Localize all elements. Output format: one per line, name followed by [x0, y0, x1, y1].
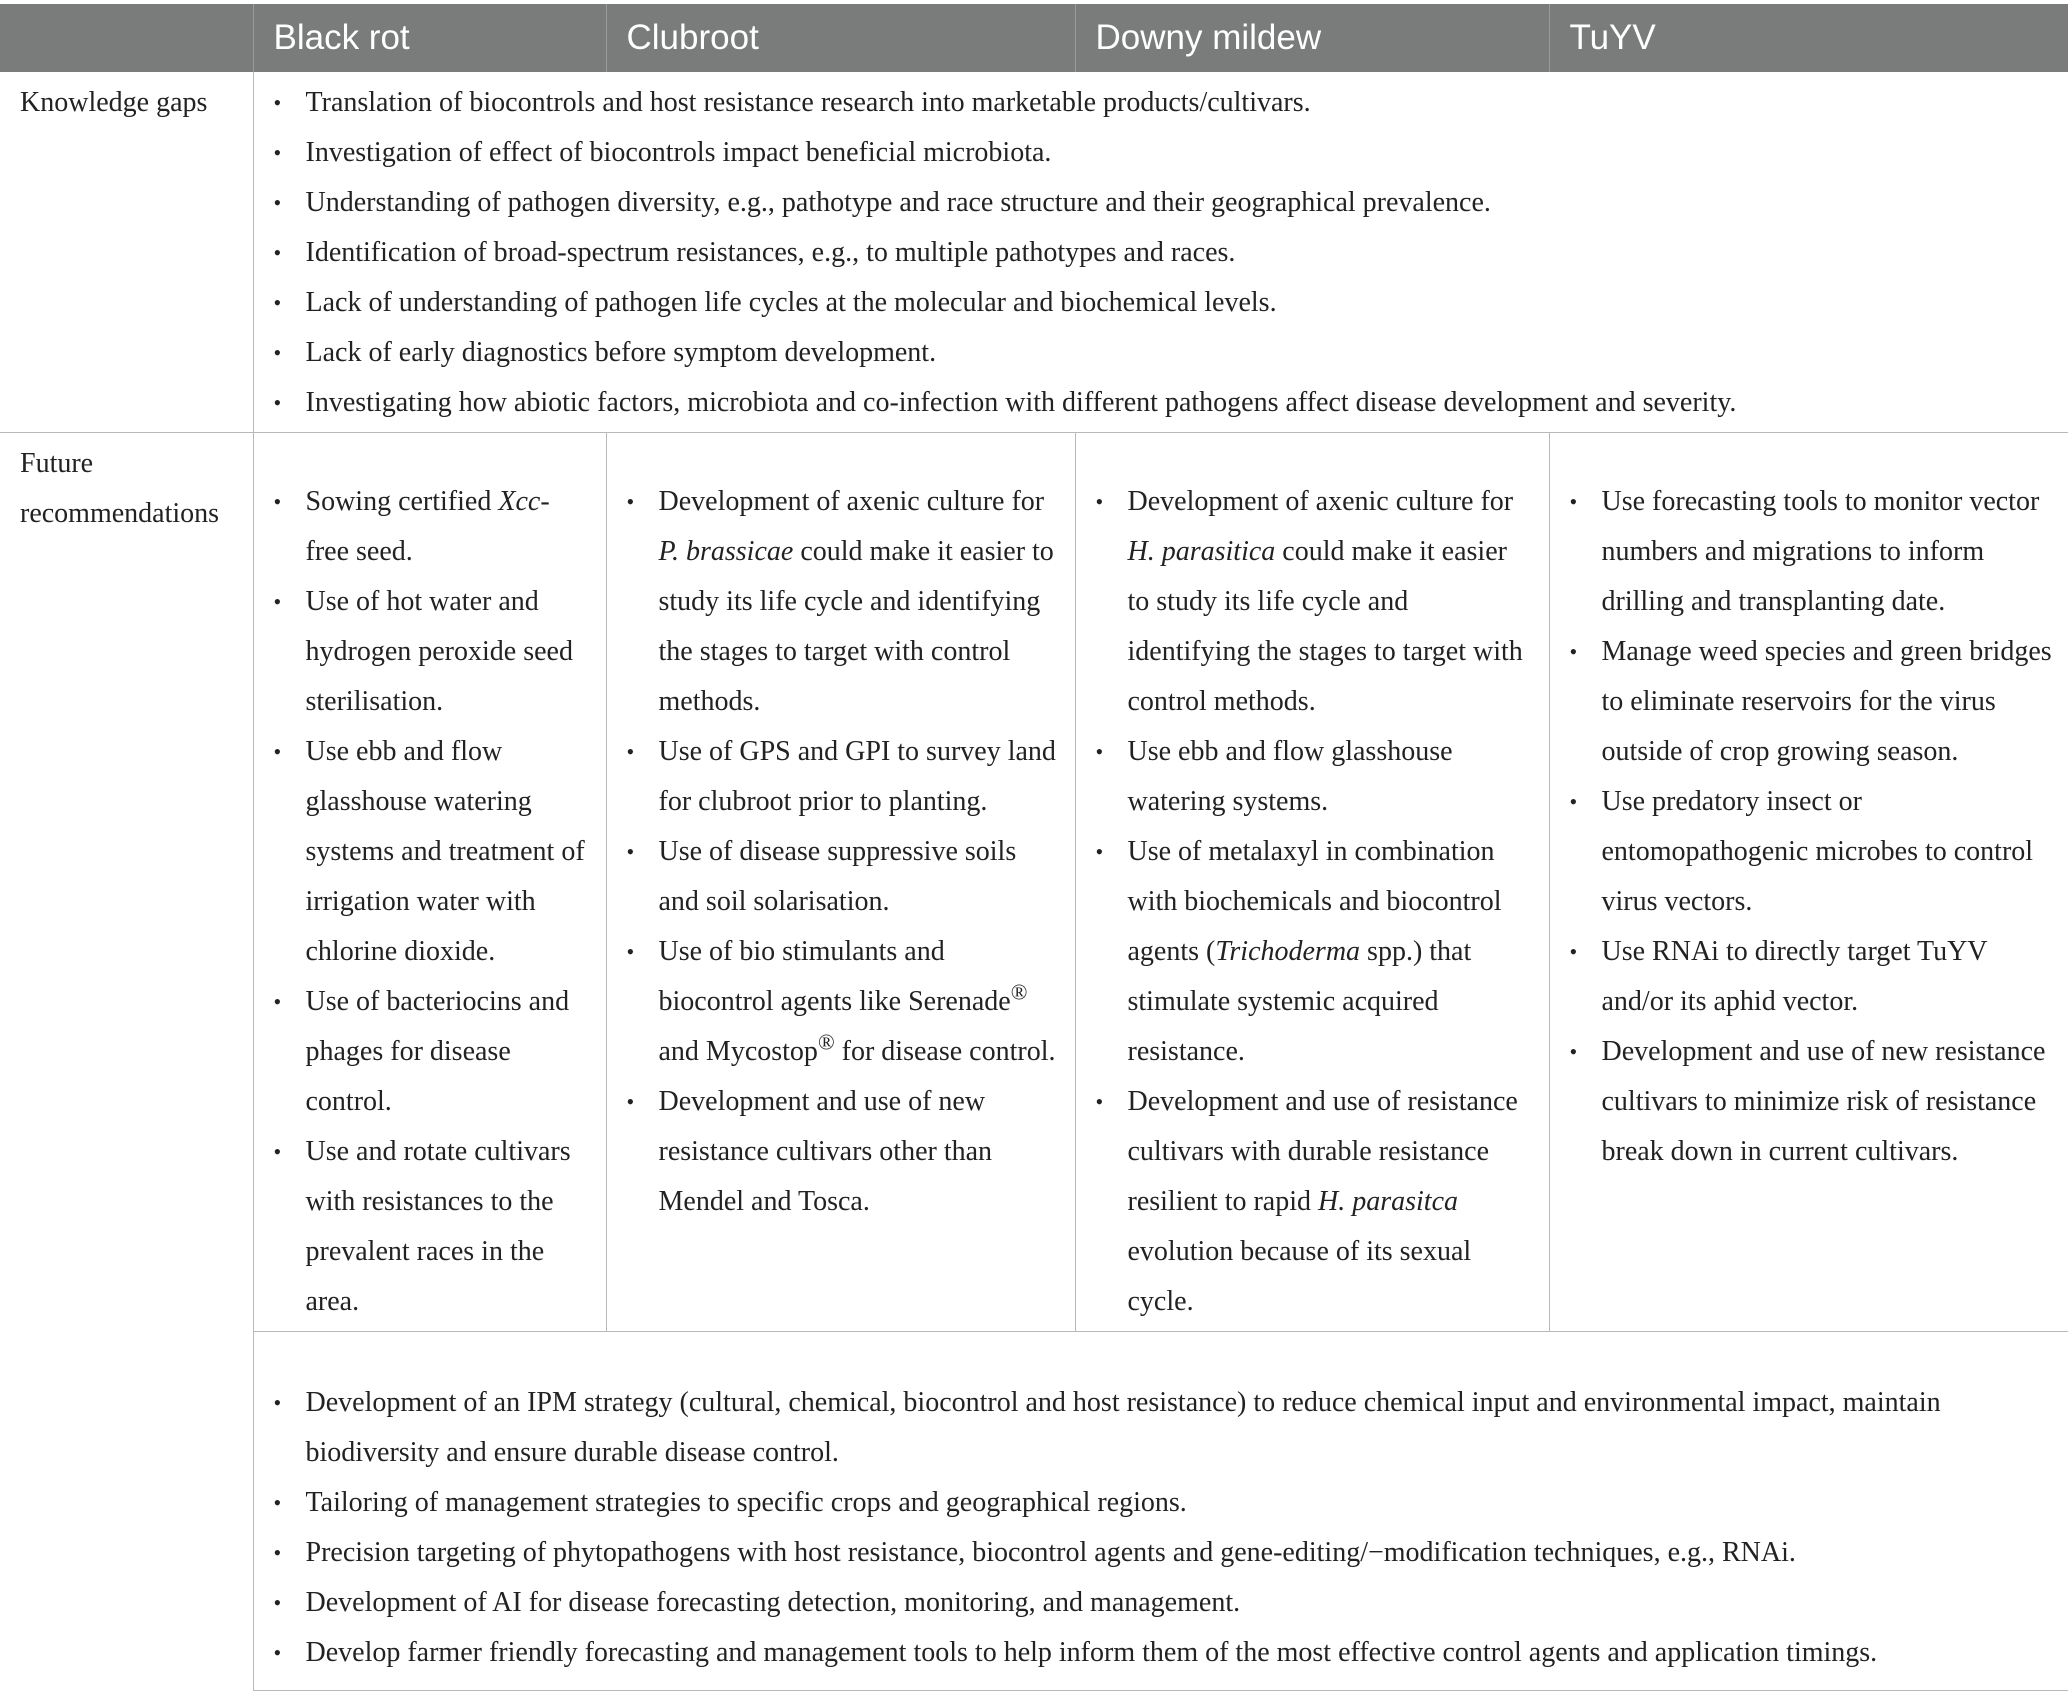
clubroot-cell [606, 433, 1075, 1332]
tuyv-list [1550, 433, 2068, 1181]
list-item: • Use of bio stimulants and biocontrol agents like Serenade® and Mycostop® for disease control. [607, 927, 1065, 1077]
list-item: • Development of axenic culture for P. brassicae could make it easier to study its life cycle and identifying the stages to target with control methods. [607, 477, 1065, 727]
header-black-rot: Black rot [253, 4, 606, 72]
common-recommendations-cell [253, 1332, 2068, 1691]
header-blank [0, 4, 253, 72]
header-tuyv: TuYV [1549, 4, 2068, 72]
list-item: • Investigating how abiotic factors, microbiota and co-infection with different pathogens affect disease development and severity. [254, 378, 2068, 428]
list-item: • Use of GPS and GPI to survey land for clubroot prior to planting. [607, 727, 1065, 827]
list-item: • Manage weed species and green bridges to eliminate reservoirs for the virus outside of crop growing season. [1550, 627, 2059, 777]
list-item: • Lack of early diagnostics before symptom development. [254, 328, 2068, 378]
common-recommendations-list [254, 1332, 2068, 1690]
future-recommendations-label: Future recommendations [0, 433, 253, 1691]
clubroot-list [607, 433, 1075, 1231]
downy-mildew-list [1076, 433, 1549, 1331]
downy-mildew-cell [1075, 433, 1549, 1332]
header-row [0, 4, 2068, 72]
list-item: • Use and rotate cultivars with resistances to the prevalent races in the area. [254, 1127, 596, 1327]
header-downy-mildew: Downy mildew [1075, 4, 1549, 72]
list-item: • Development of axenic culture for H. parasitica could make it easier to study its life cycle and identifying the stages to target with control methods. [1076, 477, 1539, 727]
list-item: • Use forecasting tools to monitor vector numbers and migrations to inform drilling and transplanting date. [1550, 477, 2059, 627]
list-item: • Use RNAi to directly target TuYV and/or its aphid vector. [1550, 927, 2059, 1027]
knowledge-gaps-row [0, 72, 2068, 433]
list-item: • Identification of broad-spectrum resistances, e.g., to multiple pathotypes and races. [254, 228, 2068, 278]
header-clubroot: Clubroot [606, 4, 1075, 72]
knowledge-gaps-label: Knowledge gaps [0, 72, 253, 433]
list-item: • Precision targeting of phytopathogens with host resistance, biocontrol agents and gene-editing/−modification techniques, e.g., RNAi. [254, 1528, 2049, 1578]
list-item: • Translation of biocontrols and host resistance research into marketable products/cultivars. [254, 78, 2068, 128]
list-item: • Investigation of effect of biocontrols impact beneficial microbiota. [254, 128, 2068, 178]
list-item: • Use of hot water and hydrogen peroxide seed sterilisation. [254, 577, 596, 727]
recommendations-table [0, 4, 2068, 1691]
list-item: • Development of an IPM strategy (cultural, chemical, biocontrol and host resistance) to reduce chemical input and environmental impact, maintain biodiversity and ensure durable disease control. [254, 1378, 2049, 1478]
black-rot-cell [253, 433, 606, 1332]
future-recommendations-row [0, 433, 2068, 1332]
list-item: • Development and use of resistance cultivars with durable resistance resilient to rapid H. parasitca evolution because of its sexual cycle. [1076, 1077, 1539, 1327]
list-item: • Use of bacteriocins and phages for disease control. [254, 977, 596, 1127]
list-item: • Development of AI for disease forecasting detection, monitoring, and management. [254, 1578, 2049, 1628]
list-item: • Develop farmer friendly forecasting and management tools to help inform them of the most effective control agents and application timings. [254, 1628, 2049, 1678]
list-item: • Tailoring of management strategies to specific crops and geographical regions. [254, 1478, 2049, 1528]
knowledge-gaps-cell [253, 72, 2068, 433]
list-item: • Use of disease suppressive soils and soil solarisation. [607, 827, 1065, 927]
list-item: • Development and use of new resistance cultivars to minimize risk of resistance break down in current cultivars. [1550, 1027, 2059, 1177]
list-item: • Use ebb and flow glasshouse watering systems and treatment of irrigation water with chlorine dioxide. [254, 727, 596, 977]
list-item: • Understanding of pathogen diversity, e.g., pathotype and race structure and their geographical prevalence. [254, 178, 2068, 228]
list-item: • Lack of understanding of pathogen life cycles at the molecular and biochemical levels. [254, 278, 2068, 328]
registered-mark: ® [1010, 979, 1028, 1005]
common-recommendations-row [0, 1332, 2068, 1691]
tuyv-cell [1549, 433, 2068, 1332]
list-item: • Use of metalaxyl in combination with biochemicals and biocontrol agents (Trichoderma spp.) that stimulate systemic acquired resistance. [1076, 827, 1539, 1077]
list-item: • Sowing certified Xcc-free seed. [254, 477, 596, 577]
list-item: • Development and use of new resistance cultivars other than Mendel and Tosca. [607, 1077, 1065, 1227]
knowledge-gaps-list [254, 72, 2068, 432]
black-rot-list [254, 433, 606, 1331]
registered-mark: ® [817, 1029, 835, 1055]
list-item: • Use ebb and flow glasshouse watering systems. [1076, 727, 1539, 827]
list-item: • Use predatory insect or entomopathogenic microbes to control virus vectors. [1550, 777, 2059, 927]
